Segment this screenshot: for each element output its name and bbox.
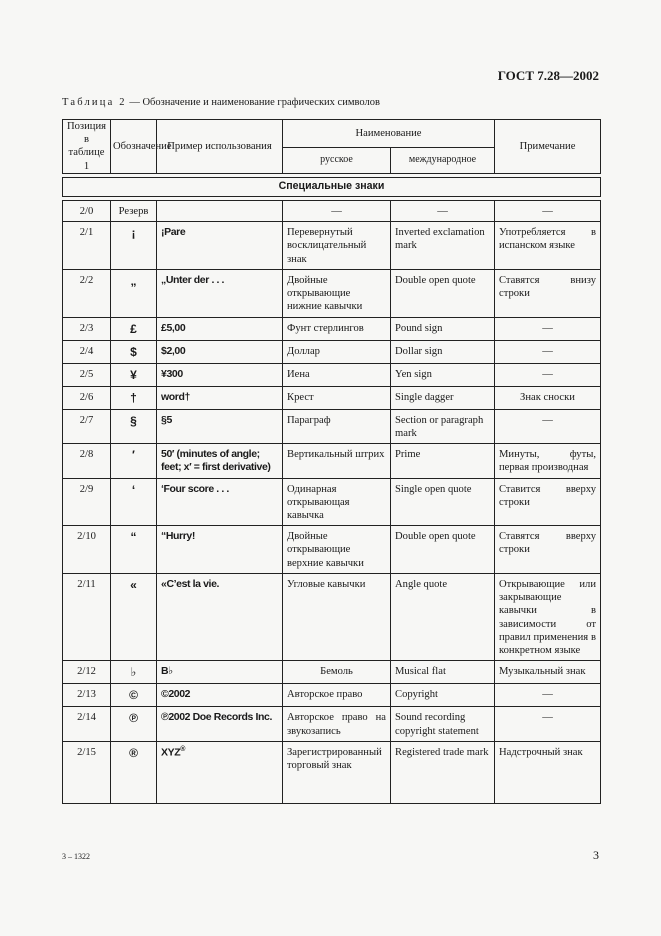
cell-note: Открывающие или закрывающие кавычки в зависимости от правил применения в конкретном языке [495, 573, 601, 660]
cell-designation: © [111, 684, 157, 707]
cell-russian: Бемоль [283, 661, 391, 684]
table-row [63, 200, 601, 221]
cell-position: 2/10 [63, 526, 111, 574]
table-row [63, 386, 601, 409]
cell-designation: ′ [111, 444, 157, 478]
cell-designation: § [111, 409, 157, 443]
cell-position: 2/4 [63, 340, 111, 363]
cell-russian: Двойные открывающие нижние кавычки [283, 269, 391, 317]
table-row [63, 222, 601, 270]
standard-number: ГОСТ 7.28—2002 [497, 68, 599, 83]
table-row [63, 526, 601, 574]
header-position: Позиция в таблице 1 [63, 120, 111, 174]
table-row [63, 684, 601, 707]
cell-note: — [495, 684, 601, 707]
table-caption [62, 97, 380, 108]
cell-russian: — [283, 200, 391, 221]
cell-international: Musical flat [391, 661, 495, 684]
cell-position: 2/7 [63, 409, 111, 443]
cell-designation: Резерв [111, 200, 157, 221]
cell-russian: Зарегистрированный торговый знак [283, 741, 391, 803]
print-code: 3 – 1322 [62, 852, 90, 861]
cell-russian: Перевернутый восклицательный знак [283, 222, 391, 270]
cell-russian: Авторское право [283, 684, 391, 707]
cell-international: Copyright [391, 684, 495, 707]
cell-russian: Угловые кавычки [283, 573, 391, 660]
cell-designation: ‘ [111, 478, 157, 526]
cell-note: — [495, 200, 601, 221]
cell-note: — [495, 317, 601, 340]
cell-designation: ¥ [111, 363, 157, 386]
cell-international: Sound recording copyright statement [391, 707, 495, 741]
cell-example: ¥300 [157, 363, 283, 386]
cell-note: Ставятся внизу строки [495, 269, 601, 317]
cell-designation: “ [111, 526, 157, 574]
cell-international: Angle quote [391, 573, 495, 660]
cell-example: „Unter der . . . [157, 269, 283, 317]
symbols-table [62, 119, 601, 804]
page-number: 3 [593, 848, 599, 862]
example-text: XYZ [161, 746, 181, 759]
cell-position: 2/8 [63, 444, 111, 478]
cell-position: 2/0 [63, 200, 111, 221]
cell-russian: Двойные открывающие верхние кавычки [283, 526, 391, 574]
cell-international: Section or paragraph mark [391, 409, 495, 443]
cell-position: 2/15 [63, 741, 111, 803]
cell-position: 2/2 [63, 269, 111, 317]
table-row [63, 478, 601, 526]
section-heading: Специальные знаки [63, 177, 601, 196]
cell-position: 2/13 [63, 684, 111, 707]
cell-international: Single dagger [391, 386, 495, 409]
cell-international: Double open quote [391, 526, 495, 574]
cell-note: Ставится вверху строки [495, 478, 601, 526]
cell-international: Registered trade mark [391, 741, 495, 803]
cell-example: word† [157, 386, 283, 409]
cell-designation: « [111, 573, 157, 660]
cell-designation: ® [111, 741, 157, 803]
cell-note: — [495, 363, 601, 386]
cell-designation: ℗ [111, 707, 157, 741]
cell-note: — [495, 409, 601, 443]
table-row [63, 317, 601, 340]
cell-international: Yen sign [391, 363, 495, 386]
cell-example: £5,00 [157, 317, 283, 340]
cell-international: Dollar sign [391, 340, 495, 363]
cell-international: Pound sign [391, 317, 495, 340]
cell-example [157, 741, 283, 803]
cell-example: ©2002 [157, 684, 283, 707]
cell-example: B♭ [157, 661, 283, 684]
table-row [63, 409, 601, 443]
cell-note: — [495, 340, 601, 363]
cell-example: §5 [157, 409, 283, 443]
cell-note: Надстрочный знак [495, 741, 601, 803]
table-caption-text: — Обозначение и наименование графических символов [126, 97, 380, 108]
cell-example: «C’est la vie. [157, 573, 283, 660]
cell-note: — [495, 707, 601, 741]
cell-example: “Hurry! [157, 526, 283, 574]
cell-international: — [391, 200, 495, 221]
table-row [63, 444, 601, 478]
cell-position: 2/12 [63, 661, 111, 684]
cell-russian: Вертикальный штрих [283, 444, 391, 478]
header-note: Примечание [495, 120, 601, 174]
header-international: международное [391, 148, 495, 174]
cell-position: 2/6 [63, 386, 111, 409]
header-example: Пример использования [157, 120, 283, 174]
registered-superscript: ® [180, 745, 185, 753]
cell-international: Double open quote [391, 269, 495, 317]
cell-international: Prime [391, 444, 495, 478]
cell-example: $2,00 [157, 340, 283, 363]
table-caption-label: Таблица 2 [62, 97, 127, 108]
cell-example: ¡Pare [157, 222, 283, 270]
cell-russian: Иена [283, 363, 391, 386]
cell-designation: „ [111, 269, 157, 317]
cell-russian: Параграф [283, 409, 391, 443]
cell-example: 50′ (minutes of angle; feet; x′ = first derivative) [157, 444, 283, 478]
cell-position: 2/1 [63, 222, 111, 270]
cell-example [157, 200, 283, 221]
cell-note: Минуты, футы, первая производная [495, 444, 601, 478]
cell-designation: £ [111, 317, 157, 340]
table-row [63, 340, 601, 363]
cell-designation: † [111, 386, 157, 409]
cell-position: 2/5 [63, 363, 111, 386]
header-name: Наименование [283, 120, 495, 148]
cell-note: Употребляется в испанском языке [495, 222, 601, 270]
table-row [63, 363, 601, 386]
cell-international: Inverted exclamation mark [391, 222, 495, 270]
cell-russian: Фунт стерлингов [283, 317, 391, 340]
cell-designation: ¡ [111, 222, 157, 270]
cell-international: Single open quote [391, 478, 495, 526]
header-designation: Обозначение [111, 120, 157, 174]
cell-russian: Авторское право на звукозапись [283, 707, 391, 741]
cell-position: 2/3 [63, 317, 111, 340]
table-row [63, 269, 601, 317]
table-row [63, 661, 601, 684]
cell-position: 2/11 [63, 573, 111, 660]
cell-position: 2/14 [63, 707, 111, 741]
cell-note: Знак сноски [495, 386, 601, 409]
cell-designation: $ [111, 340, 157, 363]
cell-russian: Доллар [283, 340, 391, 363]
cell-russian: Одинарная открывающая кавычка [283, 478, 391, 526]
cell-note: Ставятся вверху строки [495, 526, 601, 574]
cell-example: ‘Four score . . . [157, 478, 283, 526]
table-row [63, 741, 601, 803]
header-russian: русское [283, 148, 391, 174]
cell-example: ℗2002 Doe Records Inc. [157, 707, 283, 741]
table-row [63, 707, 601, 741]
cell-note: Музыкальный знак [495, 661, 601, 684]
cell-designation: ♭ [111, 661, 157, 684]
table-row [63, 573, 601, 660]
cell-russian: Крест [283, 386, 391, 409]
cell-position: 2/9 [63, 478, 111, 526]
